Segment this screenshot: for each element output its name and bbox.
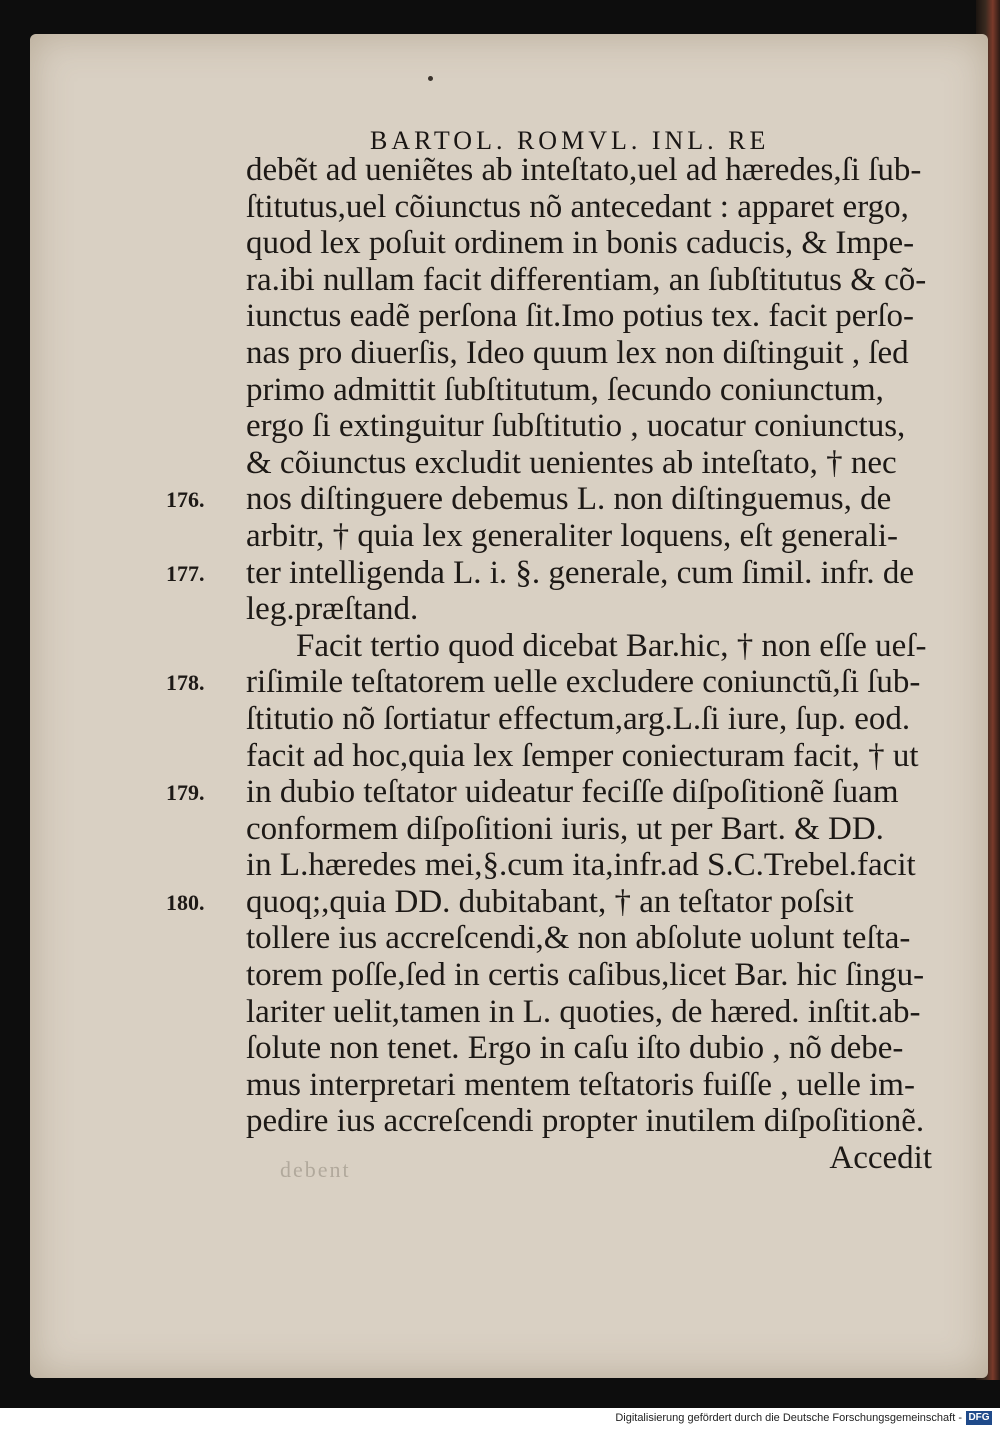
footer-bar [0,1408,1000,1430]
running-head: BARTOL. ROMVL. INL. RE [370,126,770,155]
marginal-number: 180. [166,890,205,915]
text-line: ſtitutus,uel cõiunctus nõ antecedant : apparet ergo, [246,188,909,225]
catchword: Accedit [829,1140,932,1177]
text-line: ſolute non tenet. Ergo in caſu iſto dubio , nõ debe- [246,1030,904,1067]
text-line: nas pro diuerſis, Ideo quum lex non diſtinguit , ſed [246,334,909,371]
text-line: ter intelligenda L. i. §. generale, cum ſimil. infr. de [246,554,915,591]
text-line: quod lex poſuit ordinem in bonis caducis, & Impe- [246,225,915,262]
bleed-through-text: debent [280,1157,351,1182]
text-line: nos diſtinguere debemus L. non diſtinguemus, de [246,481,892,518]
marginal-number: 179. [166,780,205,806]
text-line: tollere ius accreſcendi,& non abſolute uolunt teſta- [246,920,911,957]
text-line: riſimile teſtatorem uelle excludere coniunctũ,ſi ſub- [246,664,921,701]
body-text [246,152,936,1177]
text-line: in dubio teſtator uideatur feciſſe diſpoſitionẽ ſuam [246,774,899,811]
text-line: lariter uelit,tamen in L. quoties, de hæred. inſtit.ab- [246,993,921,1030]
marginal-number: 177. [166,560,205,586]
text-line: torem poſſe,ſed in certis caſibus,licet Bar. hic ſingu- [246,957,925,994]
marginal-number: 178. [166,670,205,696]
text-line: iunctus eadẽ perſona ſit.Imo potius tex. facit perſo- [246,298,915,335]
text-line: in L.hæredes mei,§.cum ita,infr.ad S.C.Trebel.facit [246,847,916,884]
text-line: & cõiunctus excludit uenientes ab inteſtato, † nec [246,444,897,481]
text-line: mus interpretari mentem teſtatoris fuiſſe , uelle im- [246,1066,915,1103]
text-line: Facit tertio quod dicebat Bar.hic, † non eſſe ueſ- [296,627,927,664]
text-line: ergo ſi extinguitur ſubſtitutio , uocatur coniunctus, [246,408,906,445]
text-line: debẽt ad ueniẽtes ab inteſtato,uel ad hæredes,ſi ſub- [246,152,922,188]
text-line: leg.præſtand. [246,591,419,628]
text-line: quoq;,quia DD. dubitabant, † an teſtator poſsit [246,883,854,920]
dfg-logo: DFG [966,1411,992,1425]
text-line: arbitr, † quia lex generaliter loquens, eſt generali- [246,517,898,554]
page-mark [428,76,433,81]
text-line: facit ad hoc,quia lex ſemper coniecturam facit, † ut [246,737,919,774]
text-line: primo admittit ſubſtitutum, ſecundo coniunctum, [246,371,884,408]
text-line: ra.ibi nullam facit differentiam, an ſubſtitutus & cõ- [246,261,927,298]
text-line: ſtitutio nõ ſortiatur effectum,arg.L.ſi iure, ſup. eod. [246,700,911,737]
footer-credit: Digitalisierung gefördert durch die Deutsche Forschungsgemeinschaft - [615,1412,962,1424]
marginal-number: 176. [166,487,205,513]
text-line: pedire ius accreſcendi propter inutilem diſpoſitionẽ. [246,1103,925,1140]
text-line: conformem diſpoſitioni iuris, ut per Bart. & DD. [246,810,884,847]
